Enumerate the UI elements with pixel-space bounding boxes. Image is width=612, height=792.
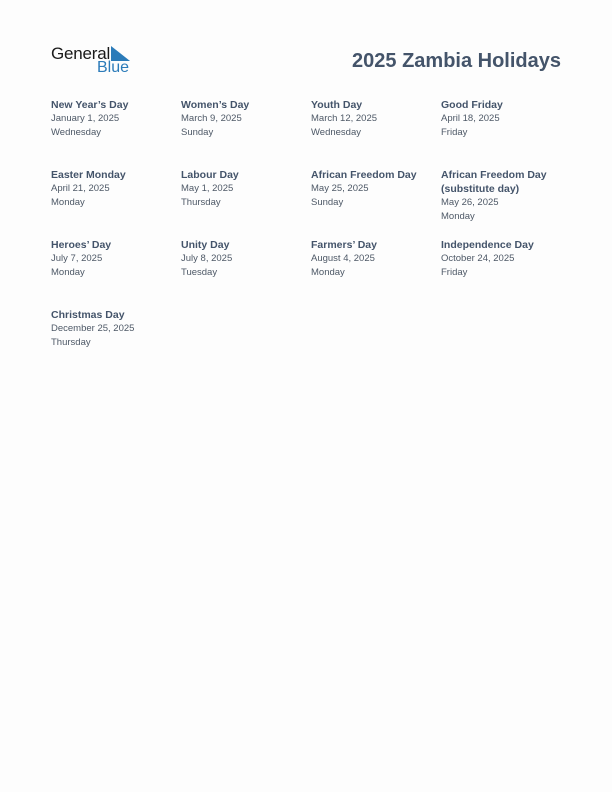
holiday-item xyxy=(311,98,436,140)
holiday-name: Women’s Day xyxy=(181,99,250,111)
holiday-date: March 9, 2025 xyxy=(181,113,242,124)
holiday-date: October 24, 2025 xyxy=(441,253,515,264)
holiday-name: Labour Day xyxy=(181,169,239,181)
holiday-date: January 1, 2025 xyxy=(51,113,120,124)
holiday-date: April 21, 2025 xyxy=(51,183,110,194)
holiday-weekday: Monday xyxy=(441,211,475,222)
holiday-item xyxy=(181,168,306,210)
holiday-item xyxy=(311,168,436,210)
holiday-weekday: Tuesday xyxy=(181,267,218,278)
holiday-item xyxy=(441,168,566,224)
holiday-weekday: Monday xyxy=(51,197,85,208)
holiday-weekday: Sunday xyxy=(311,197,344,208)
holiday-weekday: Wednesday xyxy=(51,127,101,138)
holiday-item xyxy=(311,238,436,280)
holiday-date: April 18, 2025 xyxy=(441,113,500,124)
holiday-date: July 8, 2025 xyxy=(181,253,233,264)
holiday-item xyxy=(51,98,176,140)
holiday-name: Youth Day xyxy=(311,99,363,111)
logo-blue-text: Blue xyxy=(97,59,130,76)
holiday-item xyxy=(51,308,176,350)
holiday-date: March 12, 2025 xyxy=(311,113,378,124)
holiday-item xyxy=(181,98,306,140)
holiday-date: May 1, 2025 xyxy=(181,183,234,194)
holiday-name: Farmers’ Day xyxy=(311,239,377,251)
holiday-date: December 25, 2025 xyxy=(51,323,135,334)
holiday-item xyxy=(441,98,566,140)
holiday-weekday: Thursday xyxy=(181,197,221,208)
holiday-name: Good Friday xyxy=(441,99,503,111)
holiday-weekday: Friday xyxy=(441,127,468,138)
holiday-item xyxy=(181,238,306,280)
holiday-weekday: Friday xyxy=(441,267,468,278)
holiday-date: August 4, 2025 xyxy=(311,253,375,264)
holiday-name: African Freedom Day xyxy=(311,169,417,181)
holiday-weekday: Wednesday xyxy=(311,127,361,138)
holiday-date: July 7, 2025 xyxy=(51,253,103,264)
holiday-weekday: Monday xyxy=(51,267,85,278)
holiday-date: May 26, 2025 xyxy=(441,197,499,208)
holiday-name: African Freedom Day (substitute day) xyxy=(441,169,547,195)
holiday-name: Unity Day xyxy=(181,239,230,251)
holiday-weekday: Thursday xyxy=(51,337,91,348)
holiday-item xyxy=(441,238,566,280)
holiday-weekday: Sunday xyxy=(181,127,214,138)
holiday-name: New Year’s Day xyxy=(51,99,129,111)
holiday-name: Independence Day xyxy=(441,239,534,251)
holiday-date: May 25, 2025 xyxy=(311,183,369,194)
holiday-item xyxy=(51,168,176,210)
holiday-name: Easter Monday xyxy=(51,169,126,181)
holiday-name: Christmas Day xyxy=(51,309,125,321)
page-title: 2025 Zambia Holidays xyxy=(352,50,561,72)
holiday-name: Heroes’ Day xyxy=(51,239,112,251)
holiday-weekday: Monday xyxy=(311,267,345,278)
holiday-item xyxy=(51,238,176,280)
logo-general-text: General xyxy=(51,44,111,63)
logo xyxy=(51,44,133,78)
